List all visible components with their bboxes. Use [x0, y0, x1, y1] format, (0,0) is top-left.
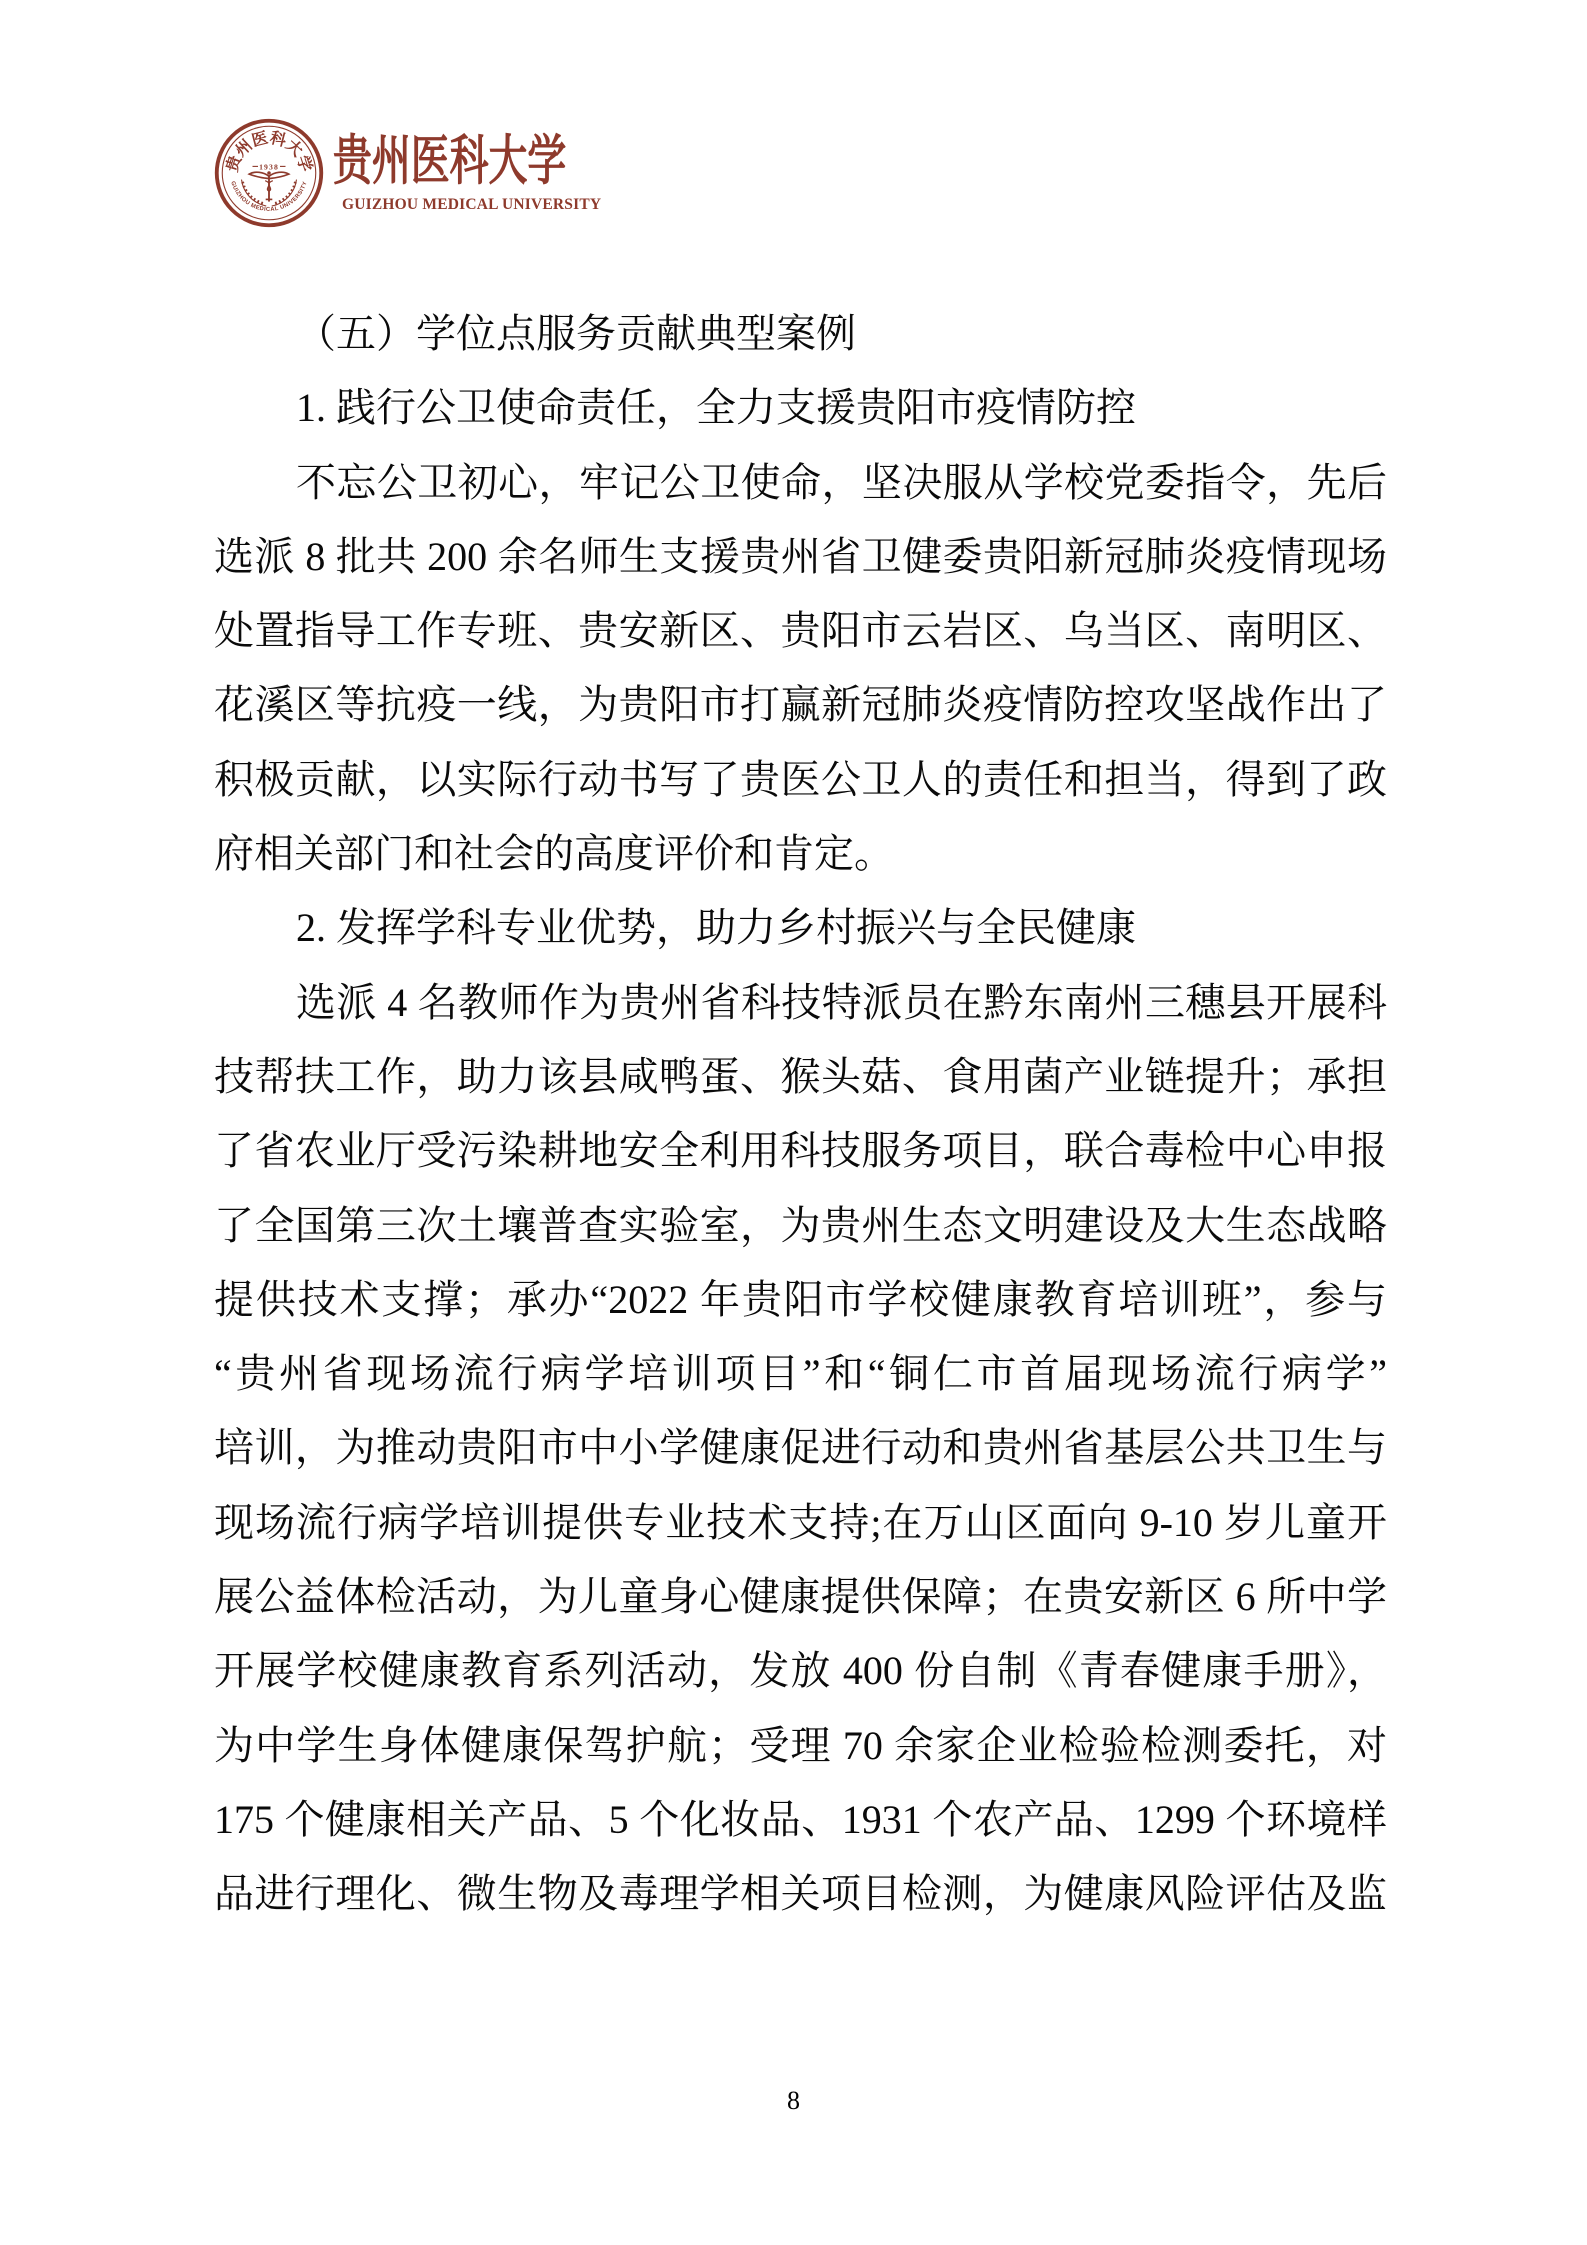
- sub-heading-2: 2. 发挥学科专业优势，助力乡村振兴与全民健康: [296, 905, 1136, 951]
- university-seal-icon: [214, 118, 324, 228]
- body-line: 提供技术支撑；承办“2022 年贵阳市学校健康教育培训班”，参与: [214, 1276, 1387, 1322]
- university-name-en: GUIZHOU MEDICAL UNIVERSITY: [342, 196, 602, 213]
- body-line: 了全国第三次土壤普查实验室，为贵州生态文明建设及大生态战略: [214, 1202, 1387, 1248]
- body-line: 处置指导工作专班、贵安新区、贵阳市云岩区、乌当区、南明区、: [214, 608, 1387, 654]
- body-line: 了省农业厅受污染耕地安全利用科技服务项目，联合毒检中心申报: [214, 1128, 1387, 1174]
- seal-bottom-text: GUIZHOU MEDICAL UNIVERSITY: [229, 180, 309, 213]
- document-body: [214, 297, 1387, 1932]
- body-line: 积极贡献，以实际行动书写了贵医公卫人的责任和担当，得到了政: [214, 756, 1387, 802]
- body-line: 现场流行病学培训提供专业技术支持;在万山区面向 9-10 岁儿童开: [214, 1499, 1387, 1545]
- body-line: 技帮扶工作，助力该县咸鸭蛋、猴头菇、食用菌产业链提升；承担: [214, 1053, 1387, 1099]
- body-line: 府相关部门和社会的高度评价和肯定。: [214, 831, 894, 877]
- body-line: 花溪区等抗疫一线，为贵阳市打赢新冠肺炎疫情防控攻坚战作出了: [214, 682, 1387, 728]
- body-line: 175 个健康相关产品、5 个化妆品、1931 个农产品、1299 个环境样: [214, 1796, 1387, 1842]
- body-line: 不忘公卫初心，牢记公卫使命，坚决服从学校党委指令，先后: [296, 459, 1387, 505]
- body-line: 选派 8 批共 200 余名师生支援贵州省卫健委贵阳新冠肺炎疫情现场: [214, 533, 1387, 579]
- body-line: 展公益体检活动，为儿童身心健康提供保障；在贵安新区 6 所中学: [214, 1574, 1387, 1620]
- sub-heading-1: 1. 践行公卫使命责任，全力支援贵阳市疫情防控: [296, 385, 1136, 431]
- university-name-zh: 贵州医科大学: [333, 131, 567, 191]
- seal-year: 1938: [259, 162, 279, 172]
- body-line: 品进行理化、微生物及毒理学相关项目检测，为健康风险评估及监: [214, 1871, 1387, 1917]
- section-heading: （五）学位点服务贡献典型案例: [296, 311, 856, 356]
- seal-top-text: 贵州医科大学: [223, 129, 315, 175]
- page-number: 8: [787, 2086, 800, 2115]
- body-line: 选派 4 名教师作为贵州省科技特派员在黔东南州三穗县开展科: [296, 979, 1387, 1025]
- body-line: “贵州省现场流行病学培训项目”和“铜仁市首届现场流行病学”: [214, 1351, 1387, 1397]
- body-line: 开展学校健康教育系列活动，发放 400 份自制《青春健康手册》，: [214, 1648, 1387, 1694]
- body-line: 为中学生身体健康保驾护航；受理 70 余家企业检验检测委托，对: [214, 1722, 1387, 1768]
- body-line: 培训，为推动贵阳市中小学健康促进行动和贵州省基层公共卫生与: [214, 1425, 1387, 1471]
